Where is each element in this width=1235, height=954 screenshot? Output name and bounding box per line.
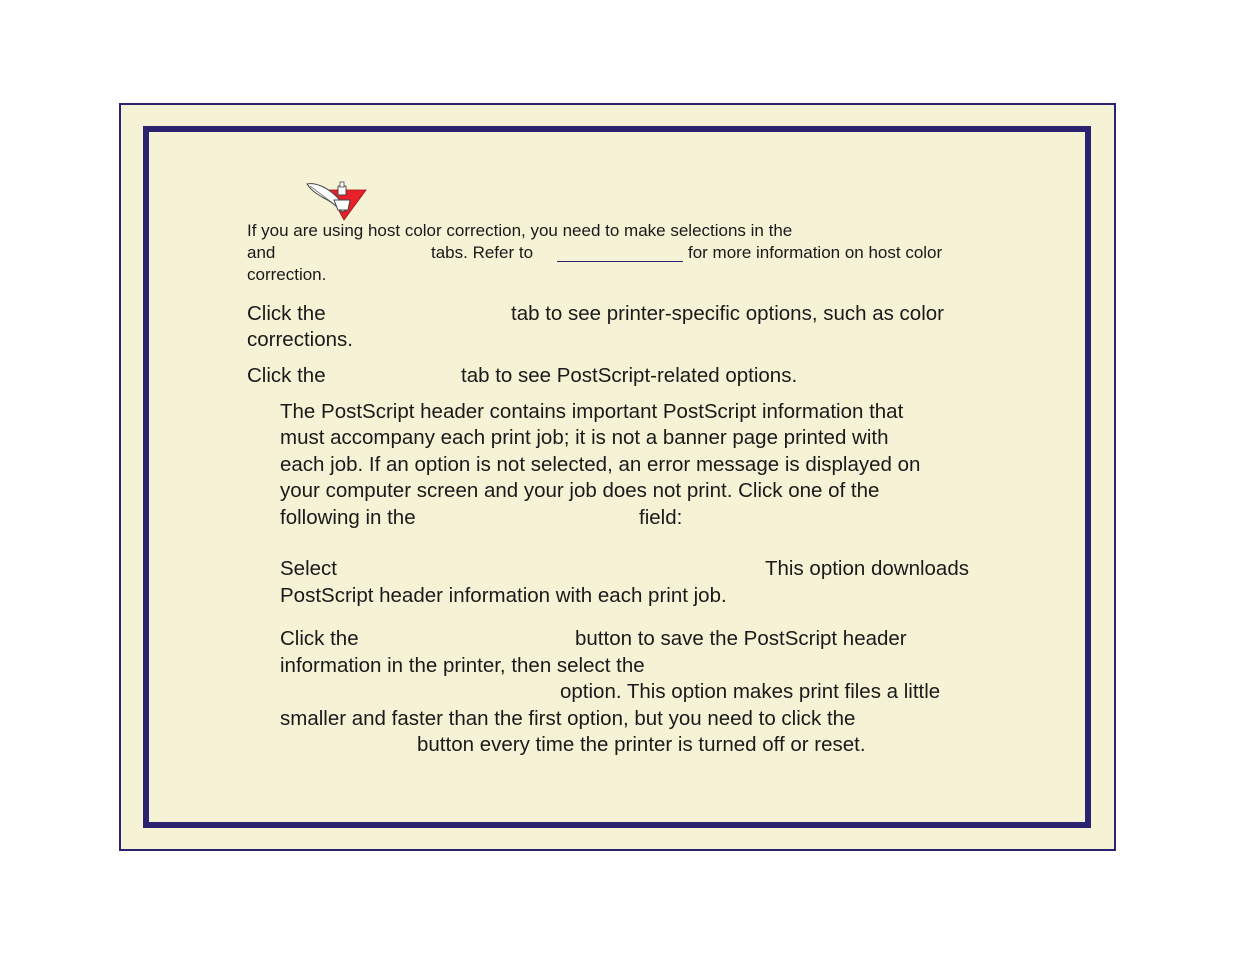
quill-pen-note-icon xyxy=(304,180,368,224)
option-2-button-text: button to save the PostScript header xyxy=(575,627,907,650)
postscript-para-line-5a: following in the xyxy=(280,506,416,529)
option-2-line-3: option. This option makes print files a little xyxy=(560,680,941,703)
postscript-para-line-1: The PostScript header contains important PostScript information that xyxy=(280,400,904,423)
option-2-line-4: smaller and faster than the first option, but you need to click the xyxy=(280,707,856,730)
postscript-para-line-2: must accompany each print job; it is not a banner page printed with xyxy=(280,426,889,449)
step-1-line-2: corrections. xyxy=(247,328,353,351)
cross-reference-link[interactable] xyxy=(557,261,683,262)
note-line-2-and: and xyxy=(247,243,276,262)
step-2-click-the: Click the xyxy=(247,364,326,387)
step-2-tab-text: tab to see PostScript-related options. xyxy=(461,364,798,387)
postscript-para-line-4: your computer screen and your job does not print. Click one of the xyxy=(280,479,880,502)
postscript-para-line-3: each job. If an option is not selected, an error message is displayed on xyxy=(280,453,921,476)
option-1-line-2: PostScript header information with each print job. xyxy=(280,584,727,607)
step-1-tab-text: tab to see printer-specific options, such as color xyxy=(511,302,944,325)
option-2-click-the: Click the xyxy=(280,627,359,650)
note-line-2-tabs: tabs. Refer to xyxy=(431,243,534,262)
option-2-line-2: information in the printer, then select the xyxy=(280,654,645,677)
note-line-1: If you are using host color correction, you need to make selections in the xyxy=(247,221,793,240)
step-1-click-the: Click the xyxy=(247,302,326,325)
postscript-para-line-5b: field: xyxy=(639,506,683,529)
note-line-3: correction. xyxy=(247,265,327,284)
note-line-2-more-info: for more information on host color xyxy=(688,243,943,262)
option-2-line-5: button every time the printer is turned off or reset. xyxy=(417,733,866,756)
option-1-description: This option downloads xyxy=(765,557,969,580)
option-1-select: Select xyxy=(280,557,337,580)
